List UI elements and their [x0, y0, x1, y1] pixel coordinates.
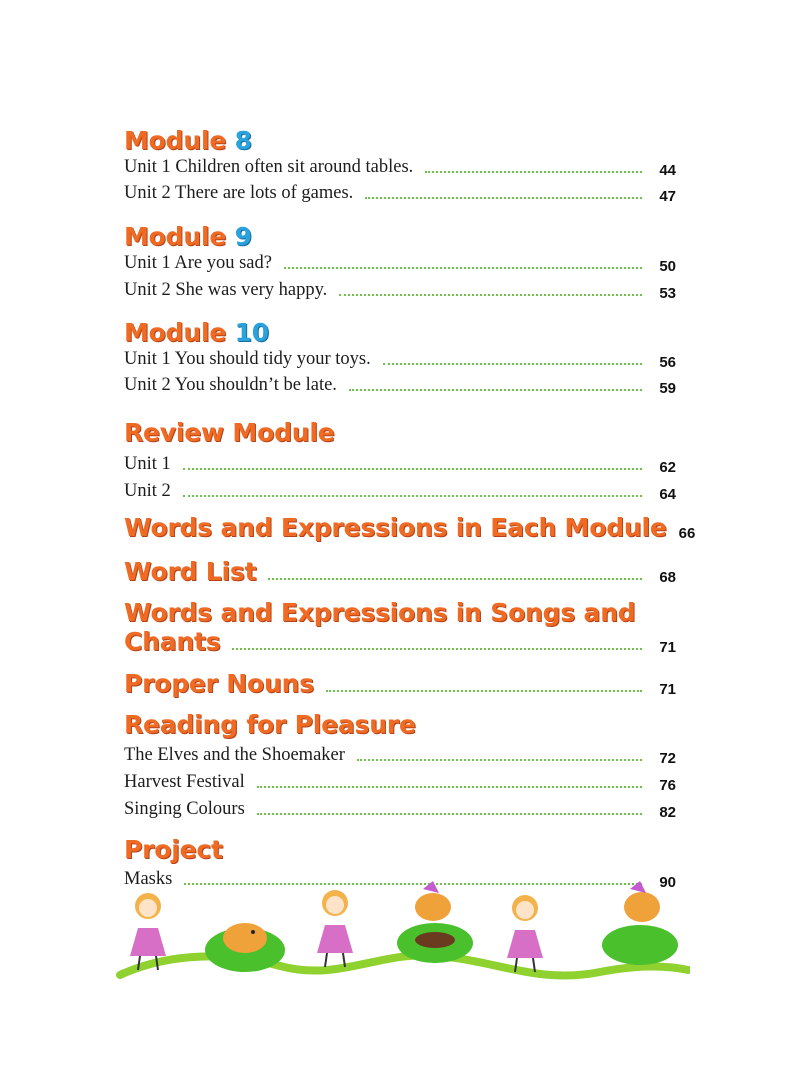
entry-label: Unit 2 There are lots of games.	[124, 183, 354, 203]
green-wavy-ribbon-icon	[120, 955, 688, 975]
hamster-on-green-pad-icon	[205, 923, 285, 972]
leader-dots	[339, 294, 642, 296]
entry-label: Unit 2 She was very happy.	[124, 280, 328, 300]
section-title: Words and Expressions in Each Module	[124, 513, 667, 542]
page-number: 72	[659, 750, 676, 767]
entry-label: Unit 1 Are you sad?	[124, 253, 272, 273]
toc-entry[interactable]	[124, 250, 676, 274]
module-word: Module	[124, 222, 227, 251]
module-number: 9	[234, 222, 252, 251]
module-word: Module	[124, 318, 227, 347]
toc-entry[interactable]	[124, 154, 676, 178]
page-number: 76	[659, 777, 676, 794]
leader-dots	[232, 648, 642, 650]
section-title: Proper Nouns	[124, 669, 314, 698]
leader-dots	[257, 786, 642, 788]
hamster-on-green-pad-icon	[397, 881, 473, 963]
toc-entry[interactable]	[124, 796, 676, 820]
toc-entry-words-songs-chants[interactable]	[124, 625, 676, 655]
toc-entry[interactable]	[124, 478, 676, 502]
page-number: 90	[659, 874, 676, 891]
section-title: Chants	[124, 627, 221, 656]
leader-dots	[183, 495, 642, 497]
project-heading[interactable]: Project	[124, 835, 223, 864]
leader-dots	[383, 363, 642, 365]
leader-dots	[365, 197, 642, 199]
module-8-heading[interactable]	[124, 127, 252, 154]
entry-label: Unit 1 You should tidy your toys.	[124, 349, 371, 369]
entry-label: Unit 1 Children often sit around tables.	[124, 157, 414, 177]
entry-label: Singing Colours	[124, 799, 245, 819]
entry-label: The Elves and the Shoemaker	[124, 745, 345, 765]
page-number: 47	[659, 188, 676, 205]
section-title: Word List	[124, 557, 257, 586]
songs-chants-title-line-1[interactable]: Words and Expressions in Songs and	[124, 598, 636, 627]
leader-dots	[357, 759, 642, 761]
entry-label: Unit 1	[124, 454, 171, 474]
module-number: 8	[234, 126, 252, 155]
page-number: 68	[659, 569, 676, 586]
reading-for-pleasure-heading[interactable]: Reading for Pleasure	[124, 710, 416, 739]
leader-dots	[183, 468, 642, 470]
toc-entry[interactable]	[124, 180, 676, 204]
toc-entry[interactable]	[124, 742, 676, 766]
toc-entry[interactable]	[124, 451, 676, 475]
toc-entry-word-list[interactable]	[124, 555, 676, 585]
page-number: 64	[659, 486, 676, 503]
page-number: 71	[659, 639, 676, 656]
leader-dots	[349, 389, 642, 391]
leader-dots	[326, 690, 642, 692]
page-number: 56	[659, 354, 676, 371]
page-number: 44	[659, 162, 676, 179]
module-10-heading[interactable]	[124, 319, 269, 346]
page-number: 82	[659, 804, 676, 821]
toc-entry-proper-nouns[interactable]	[124, 667, 676, 697]
girl-in-pink-dress-icon	[317, 890, 353, 967]
entry-label: Masks	[124, 869, 173, 889]
decorative-illustration	[110, 880, 690, 1000]
module-9-heading[interactable]	[124, 223, 252, 250]
page-number: 66	[678, 525, 696, 542]
girl-in-pink-dress-icon	[507, 895, 543, 972]
toc-entry-words-each-module[interactable]	[124, 511, 696, 542]
leader-dots	[425, 171, 642, 173]
module-number: 10	[234, 318, 269, 347]
leader-dots	[257, 813, 642, 815]
review-module-heading[interactable]: Review Module	[124, 418, 335, 447]
leader-dots	[268, 578, 642, 580]
module-word: Module	[124, 126, 227, 155]
toc-entry[interactable]	[124, 346, 676, 370]
entry-label: Unit 2 You shouldn’t be late.	[124, 375, 337, 395]
page-number: 50	[659, 258, 676, 275]
toc-entry[interactable]	[124, 372, 676, 396]
entry-label: Unit 2	[124, 481, 171, 501]
hamster-on-green-pad-icon	[602, 881, 678, 965]
page-number: 53	[659, 285, 676, 302]
page-number: 62	[659, 459, 676, 476]
toc-entry[interactable]	[124, 769, 676, 793]
page-number: 71	[659, 681, 676, 698]
entry-label: Harvest Festival	[124, 772, 245, 792]
page-number: 59	[659, 380, 676, 397]
toc-entry[interactable]	[124, 277, 676, 301]
leader-dots	[284, 267, 642, 269]
